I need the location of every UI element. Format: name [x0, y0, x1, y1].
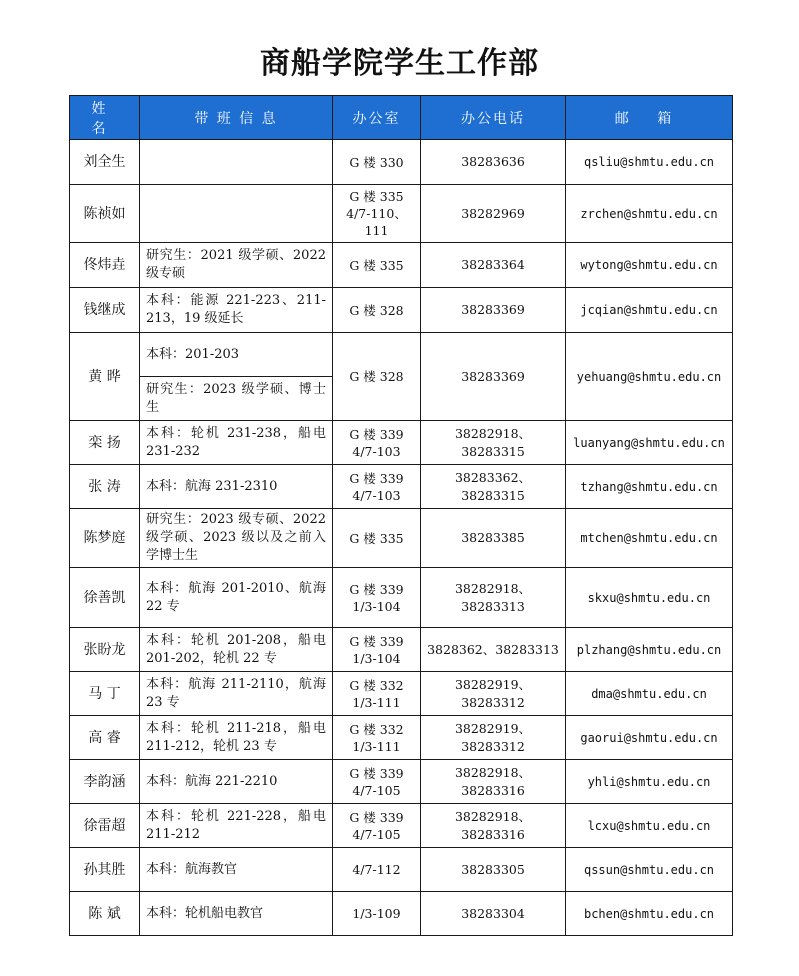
office-cell: G 楼 339 4/7-105 [333, 760, 421, 804]
class-info-cell: 本科：能源 221-223、211-213，19 级延长 [140, 288, 333, 333]
class-info-cell: 本科：轮机 231-238，船电 231-232 [140, 421, 333, 465]
email-cell: jcqian@shmtu.edu.cn [566, 288, 733, 333]
table-row [70, 509, 733, 568]
phone-cell: 38283636 [421, 140, 566, 185]
phone-cell: 38283369 [421, 333, 566, 421]
table-row [70, 848, 733, 892]
class-info-cell: 研究生：2021 级学硕、2022 级专硕 [140, 243, 333, 288]
class-info-cell: 本科：航海 231-2310 [140, 465, 333, 509]
phone-cell: 38282918、38283316 [421, 804, 566, 848]
office-cell: G 楼 339 1/3-104 [333, 568, 421, 628]
name-cell: 陈祯如 [70, 185, 140, 243]
table-row [70, 465, 733, 509]
email-cell: lcxu@shmtu.edu.cn [566, 804, 733, 848]
name-cell: 李韵涵 [70, 760, 140, 804]
class-info-cell [140, 185, 333, 243]
name-cell: 徐雷超 [70, 804, 140, 848]
phone-cell: 38282919、38283312 [421, 716, 566, 760]
office-cell: G 楼 332 1/3-111 [333, 672, 421, 716]
email-cell: yhli@shmtu.edu.cn [566, 760, 733, 804]
class-info-cell: 本科：航海教官 [140, 848, 333, 892]
email-cell: mtchen@shmtu.edu.cn [566, 509, 733, 568]
table-row [70, 288, 733, 333]
office-cell: G 楼 339 1/3-104 [333, 628, 421, 672]
page-title: 商船学院学生工作部 [260, 46, 539, 81]
phone-cell: 38283364 [421, 243, 566, 288]
name-cell: 钱继成 [70, 288, 140, 333]
header-phone: 办公电话 [421, 96, 566, 140]
table-row [70, 716, 733, 760]
email-cell: plzhang@shmtu.edu.cn [566, 628, 733, 672]
email-cell: qsliu@shmtu.edu.cn [566, 140, 733, 185]
class-info-cell: 本科：轮机 221-228，船电 211-212 [140, 804, 333, 848]
table-row [70, 185, 733, 243]
phone-cell: 38283305 [421, 848, 566, 892]
office-cell: G 楼 328 [333, 333, 421, 421]
office-cell: 1/3-109 [333, 892, 421, 936]
phone-cell: 38282918、38283316 [421, 760, 566, 804]
email-cell: bchen@shmtu.edu.cn [566, 892, 733, 936]
name-cell: 刘全生 [70, 140, 140, 185]
name-cell: 佟炜垚 [70, 243, 140, 288]
table-row [70, 804, 733, 848]
email-cell: tzhang@shmtu.edu.cn [566, 465, 733, 509]
class-info-cell: 本科：航海 211-2110，航海 23 专 [140, 672, 333, 716]
class-info-cell: 本科：201-203 [140, 333, 333, 377]
table-row [70, 892, 733, 936]
header-name: 姓 名 [70, 96, 140, 140]
email-cell: dma@shmtu.edu.cn [566, 672, 733, 716]
phone-cell: 38283385 [421, 509, 566, 568]
phone-cell: 38283369 [421, 288, 566, 333]
office-cell: 4/7-112 [333, 848, 421, 892]
office-cell: G 楼 330 [333, 140, 421, 185]
name-cell: 张 涛 [70, 465, 140, 509]
class-info-cell: 研究生：2023 级学硕、博士生 [140, 377, 333, 421]
phone-cell: 38282918、38283313 [421, 568, 566, 628]
office-cell: G 楼 328 [333, 288, 421, 333]
email-cell: wytong@shmtu.edu.cn [566, 243, 733, 288]
email-cell: qssun@shmtu.edu.cn [566, 848, 733, 892]
class-info-cell: 本科：航海 201-2010、航海 22 专 [140, 568, 333, 628]
phone-cell: 38283304 [421, 892, 566, 936]
office-cell: G 楼 339 4/7-103 [333, 465, 421, 509]
table-header-row [70, 96, 733, 140]
phone-cell: 38282969 [421, 185, 566, 243]
name-cell: 高 睿 [70, 716, 140, 760]
header-info: 带 班 信 息 [140, 96, 333, 140]
phone-cell: 3828362、38283313 [421, 628, 566, 672]
table-row [70, 568, 733, 628]
class-info-cell: 研究生：2023 级专硕、2022 级学硕、2023 级以及之前入学博士生 [140, 509, 333, 568]
class-info-cell: 本科：轮机 201-208，船电 201-202，轮机 22 专 [140, 628, 333, 672]
table-body [70, 140, 733, 936]
class-info-cell [140, 140, 333, 185]
class-info-cell: 本科：航海 221-2210 [140, 760, 333, 804]
class-info-cell: 本科：轮机船电教官 [140, 892, 333, 936]
table-row [70, 760, 733, 804]
email-cell: yehuang@shmtu.edu.cn [566, 333, 733, 421]
phone-cell: 38282919、38283312 [421, 672, 566, 716]
name-cell: 栾 扬 [70, 421, 140, 465]
table-row [70, 243, 733, 288]
name-cell: 徐善凯 [70, 568, 140, 628]
name-cell: 陈 斌 [70, 892, 140, 936]
table-row [70, 140, 733, 185]
staff-table [69, 95, 733, 936]
email-cell: luanyang@shmtu.edu.cn [566, 421, 733, 465]
table-row [70, 421, 733, 465]
table-row [70, 333, 733, 377]
email-cell: zrchen@shmtu.edu.cn [566, 185, 733, 243]
office-cell: G 楼 335 [333, 509, 421, 568]
office-cell: G 楼 332 1/3-111 [333, 716, 421, 760]
office-cell: G 楼 339 4/7-105 [333, 804, 421, 848]
header-email: 邮 箱 [566, 96, 733, 140]
phone-cell: 38283362、38283315 [421, 465, 566, 509]
phone-cell: 38282918、38283315 [421, 421, 566, 465]
office-cell: G 楼 335 4/7-110、 111 [333, 185, 421, 243]
class-info-cell: 本科：轮机 211-218，船电 211-212，轮机 23 专 [140, 716, 333, 760]
header-office: 办公室 [333, 96, 421, 140]
office-cell: G 楼 335 [333, 243, 421, 288]
name-cell: 陈梦庭 [70, 509, 140, 568]
email-cell: skxu@shmtu.edu.cn [566, 568, 733, 628]
name-cell: 孙其胜 [70, 848, 140, 892]
name-cell: 黄 晔 [70, 333, 140, 421]
office-cell: G 楼 339 4/7-103 [333, 421, 421, 465]
name-cell: 马 丁 [70, 672, 140, 716]
table-row [70, 628, 733, 672]
name-cell: 张盼龙 [70, 628, 140, 672]
email-cell: gaorui@shmtu.edu.cn [566, 716, 733, 760]
table-row [70, 672, 733, 716]
